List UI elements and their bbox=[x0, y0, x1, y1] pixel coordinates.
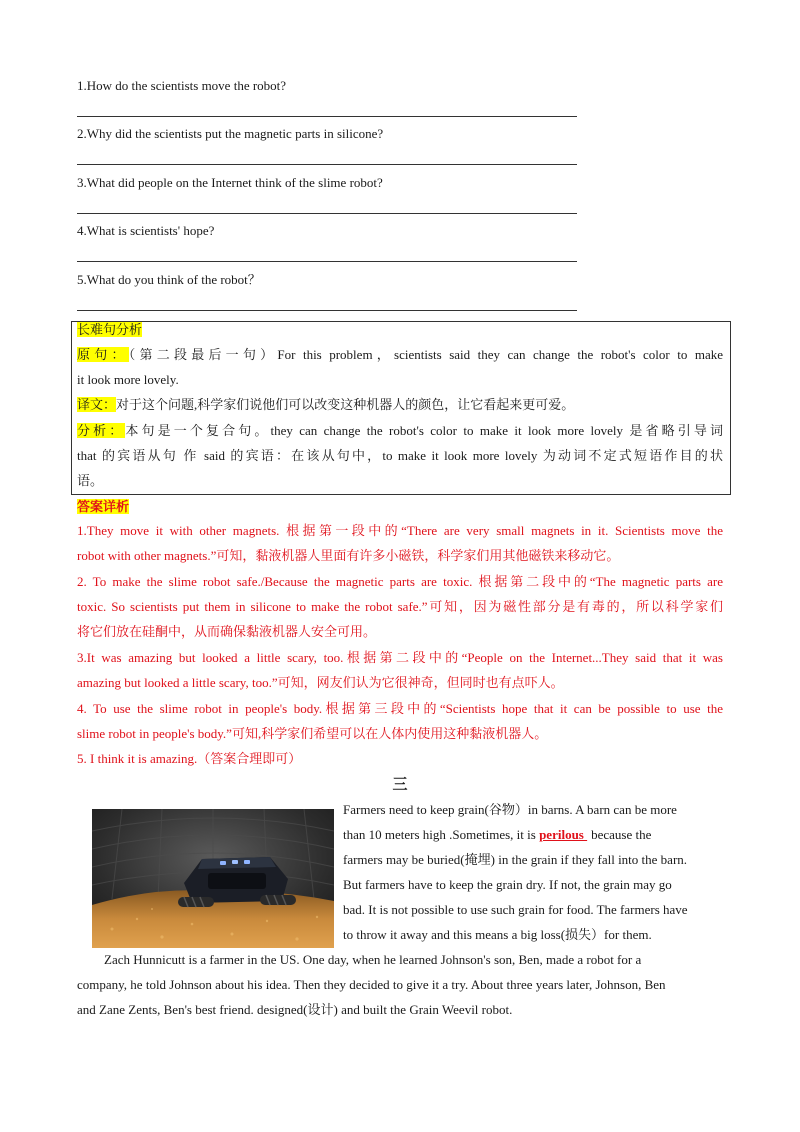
passage-line-1: Farmers need to keep grain(谷物）in barns. A barn can be more bbox=[343, 802, 677, 817]
question-3: 3.What did people on the Internet think of the slime robot? bbox=[77, 175, 383, 190]
answer-3-line1: 3.It was amazing but looked a little scary, too.根据第二段中的“People on the Internet...They said that it was bbox=[77, 650, 723, 665]
question-4: 4.What is scientists' hope? bbox=[77, 223, 215, 238]
answer-2-line1: 2. To make the slime robot safe./Because the magnetic parts are toxic. 根据第二段中的“The magnetic parts are bbox=[77, 574, 723, 589]
question-1: 1.How do the scientists move the robot? bbox=[77, 78, 287, 93]
question-2: 2.Why did the scientists put the magnetic parts in silicone? bbox=[77, 126, 384, 141]
answer-1-line1: 1.They move it with other magnets. 根据第一段中的“There are very small magnets in it. Scientists move the bbox=[77, 523, 723, 538]
answer-2-line3: 将它们放在硅酮中，从而确保黏液机器人安全可用。 bbox=[77, 624, 377, 639]
answer-1-line2: robot with other magnets.”可知，黏液机器人里面有许多小磁铁，科学家们用其他磁铁来移动它。 bbox=[77, 548, 620, 563]
answer-4-line2: slime robot in people's body.”可知,科学家们希望可以在人体内使用这种黏液机器人。 bbox=[77, 726, 548, 741]
answer-3-line2: amazing but looked a little scary, too.”可知，网友们认为它很神奇，但同时也有点吓人。 bbox=[77, 675, 564, 690]
translation-line: 译文：对于这个问题,科学家们说他们可以改变这种机器人的颜色，让它看起来更可爱。 bbox=[77, 397, 575, 412]
passage-line-5: bad. It is not possible to use such grain for food. The farmers have bbox=[343, 902, 688, 917]
paragraph-2-line3: and Zane Zents, Ben's best friend. designed(设计) and built the Grain Weevil robot. bbox=[77, 1002, 513, 1017]
question-5: 5.What do you think of the robot？ bbox=[77, 272, 261, 287]
paragraph-2-line2: company, he told Johnson about his idea. Then they decided to give it a try. About three years later, Johnson, Ben bbox=[77, 977, 666, 992]
passage-line-6: to throw it away and this means a big loss(损失）for them. bbox=[343, 927, 652, 942]
grain-robot-photo bbox=[92, 809, 334, 948]
answer-line-5 bbox=[77, 310, 577, 311]
answers-heading: 答案详析 bbox=[77, 499, 130, 514]
answer-line-1 bbox=[77, 116, 577, 117]
analysis-heading: 长难句分析 bbox=[77, 322, 143, 337]
original-sentence-line2: it look more lovely. bbox=[77, 372, 179, 387]
analysis-line1: 分析：本句是一个复合句。they can change the robot's color to make it look more lovely 是省略引导词 bbox=[77, 423, 723, 438]
answer-line-3 bbox=[77, 213, 577, 214]
passage-line-4: But farmers have to keep the grain dry. If not, the grain may go bbox=[343, 877, 672, 892]
analysis-line2: that 的宾语从句 作 said 的宾语：在该从句中，to make it look more lovely 为动词不定式短语作目的状 bbox=[77, 448, 723, 463]
paragraph-2-line1: Zach Hunnicutt is a farmer in the US. One day, when he learned Johnson's son, Ben, made a robot for a bbox=[104, 952, 642, 967]
answer-line-2 bbox=[77, 164, 577, 165]
original-sentence-line1: 原句：（第二段最后一句）For this problem，scientists said they can change the robot's color to make bbox=[77, 347, 723, 362]
translation-label: 译文： bbox=[77, 397, 117, 412]
original-label: 原句： bbox=[77, 347, 129, 362]
passage-line-2: than 10 meters high .Sometimes, it is perilous because the bbox=[343, 827, 652, 842]
answer-2-line2: toxic. So scientists put them in silicone to make the robot safe.”可知，因为磁性部分是有毒的，所以科学家们 bbox=[77, 599, 723, 614]
answer-4-line1: 4. To use the slime robot in people's body.根据第三段中的“Scientists hope that it can be possible to use the bbox=[77, 701, 723, 716]
answer-line-4 bbox=[77, 261, 577, 262]
section-number: 三 bbox=[392, 777, 408, 793]
analysis-line3: 语。 bbox=[77, 473, 104, 488]
keyword-perilous: perilous bbox=[539, 827, 588, 842]
analysis-label: 分析： bbox=[77, 423, 126, 438]
answer-5: 5. I think it is amazing.（答案合理即可） bbox=[77, 751, 302, 766]
passage-line-3: farmers may be buried(掩埋) in the grain if they fall into the barn. bbox=[343, 852, 688, 867]
